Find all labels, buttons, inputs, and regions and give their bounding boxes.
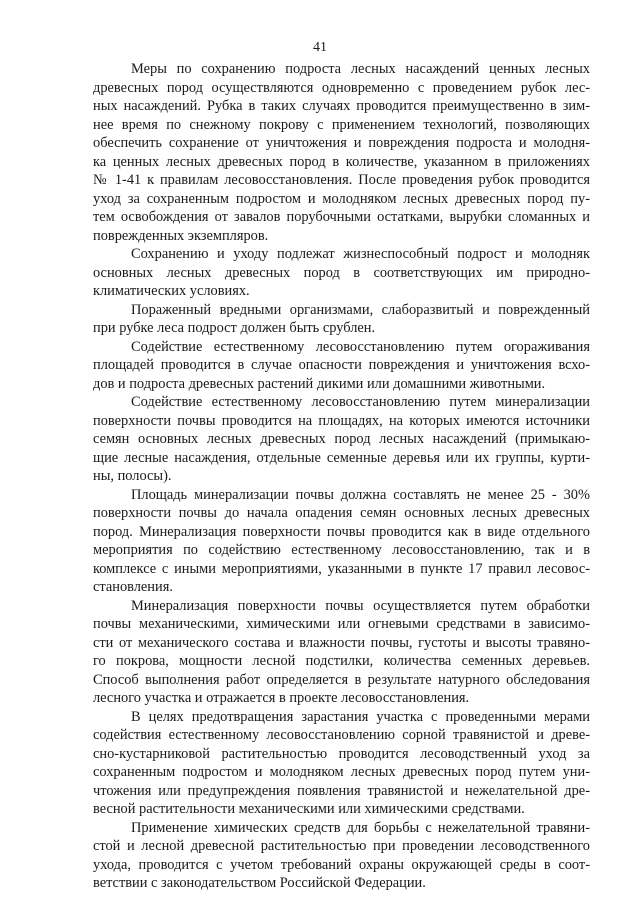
paragraph-line: сти от механического состава и влажности почвы, густоты и высоты травяно- bbox=[93, 634, 590, 651]
paragraph-line: поверхности почвы до начала опадения семян основных лесных древесных bbox=[93, 505, 590, 521]
paragraph bbox=[93, 301, 590, 338]
paragraph bbox=[93, 708, 590, 819]
paragraph-line: площадей проводится в случае опасности повреждения и уничтожения всхо- bbox=[93, 357, 590, 373]
paragraph-line: № 1-41 к правилам лесовосстановления. После проведения рубок проводится bbox=[93, 172, 590, 188]
paragraph bbox=[93, 486, 590, 597]
paragraph-line: при рубке леса подрост должен быть срублен. bbox=[93, 320, 376, 336]
paragraph-line: древесных пород осуществляются одновременно с проведением рубок лес- bbox=[93, 79, 590, 96]
paragraph-line: ны, полосы). bbox=[93, 468, 172, 484]
paragraph-line: обеспечить сохранение от уничтожения и повреждения подроста и молодня- bbox=[93, 135, 590, 151]
paragraph-line: ухода, проводится с учетом требований охраны окружающей среды в соот- bbox=[93, 856, 590, 873]
paragraph-line: ка ценных лесных древесных пород в количестве, указанном в приложениях bbox=[93, 153, 590, 170]
paragraph-line: Площадь минерализации почвы должна составлять не менее 25 - 30% bbox=[131, 486, 590, 503]
paragraph-line: Содействие естественному лесовосстановлению путем минерализации bbox=[131, 394, 590, 410]
paragraph-line: Минерализация поверхности почвы осуществляется путем обработки bbox=[131, 597, 590, 614]
paragraph-line: щие лесные насаждения, отдельные семенные деревья или их группы, курти- bbox=[93, 449, 590, 466]
paragraph-line: Содействие естественному лесовосстановлению путем огораживания bbox=[131, 338, 590, 355]
paragraph-line: семян основных лесных древесных пород лесных насаждений (примыкаю- bbox=[93, 431, 590, 447]
paragraph bbox=[93, 338, 590, 394]
paragraph-line: основных лесных древесных пород в соответствующих им природно- bbox=[93, 264, 590, 281]
paragraph-line: Меры по сохранению подроста лесных насаждений ценных лесных bbox=[131, 61, 590, 77]
paragraph-line: нее время по снежному покрову с применением технологий, позволяющих bbox=[93, 116, 590, 133]
paragraph bbox=[93, 597, 590, 708]
paragraph-line: поверхности почвы проводится на площадях, на которых имеются источники bbox=[93, 412, 590, 429]
paragraph-line: лесного участка и отражается в проекте лесовосстановления. bbox=[93, 690, 470, 706]
paragraph-line: становления. bbox=[93, 579, 173, 595]
paragraph-line: весной растительности механическими или химическими средствами. bbox=[93, 801, 525, 817]
paragraph bbox=[93, 245, 590, 301]
paragraph-line: ветствии с законодательством Российской Федерации. bbox=[93, 875, 426, 891]
paragraph-line: Способ выполнения работ определяется в результате натурного обследования bbox=[93, 671, 590, 688]
paragraph-line: ных насаждений. Рубка в таких случаях проводится преимущественно в зим- bbox=[93, 98, 590, 114]
paragraph-line: Пораженный вредными организмами, слаборазвитый и поврежденный bbox=[131, 301, 590, 318]
paragraph-line: В целях предотвращения зарастания участка с проведенными мерами bbox=[131, 708, 590, 725]
paragraph-line: сохраненным подростом и молодняком лесных древесных пород путем уни- bbox=[93, 764, 590, 780]
paragraph-line: го покрова, мощности лесной подстилки, количества семенных деревьев. bbox=[93, 653, 590, 669]
paragraph-line: уход за сохраненным подростом и молодняком лесных древесных пород пу- bbox=[93, 190, 590, 207]
paragraph bbox=[93, 60, 590, 245]
paragraph-line: содействия естественному лесовосстановлению сорной травянистой и древе- bbox=[93, 727, 590, 743]
paragraph-line: поврежденных экземпляров. bbox=[93, 227, 269, 244]
paragraph-line: Сохранению и уходу подлежат жизнеспособный подрост и молодняк bbox=[131, 246, 590, 262]
paragraph-line: сно-кустарниковой растительностью проводится лесоводственный уход за bbox=[93, 745, 590, 762]
paragraph-line: стой и лесной древесной растительностью при проведении лесоводственного bbox=[93, 838, 590, 854]
paragraph bbox=[93, 393, 590, 486]
document-body bbox=[93, 60, 590, 893]
paragraph-line: климатических условиях. bbox=[93, 283, 250, 299]
paragraph-line: Применение химических средств для борьбы с нежелательной травяни- bbox=[131, 819, 590, 836]
paragraph-line: тем освобождения от завалов порубочными остатками, вырубки сломанных и bbox=[93, 209, 590, 225]
paragraph-line: чтожения или предупреждения появления травянистой и нежелательной дре- bbox=[93, 782, 590, 799]
paragraph bbox=[93, 819, 590, 893]
paragraph-line: дов и подроста древесных растений дикими или домашними животными. bbox=[93, 375, 546, 392]
paragraph-line: мероприятия по содействию естественному лесовосстановлению, так и в bbox=[93, 542, 590, 558]
paragraph-line: пород. Минерализация поверхности почвы проводится как в виде отдельного bbox=[93, 523, 590, 540]
page-number: 41 bbox=[313, 40, 327, 55]
paragraph-line: комплексе с иными мероприятиями, указанными в пункте 17 правил лесовос- bbox=[93, 560, 590, 577]
paragraph-line: почвы механическими, химическими или огневыми средствами в зависимо- bbox=[93, 616, 590, 632]
